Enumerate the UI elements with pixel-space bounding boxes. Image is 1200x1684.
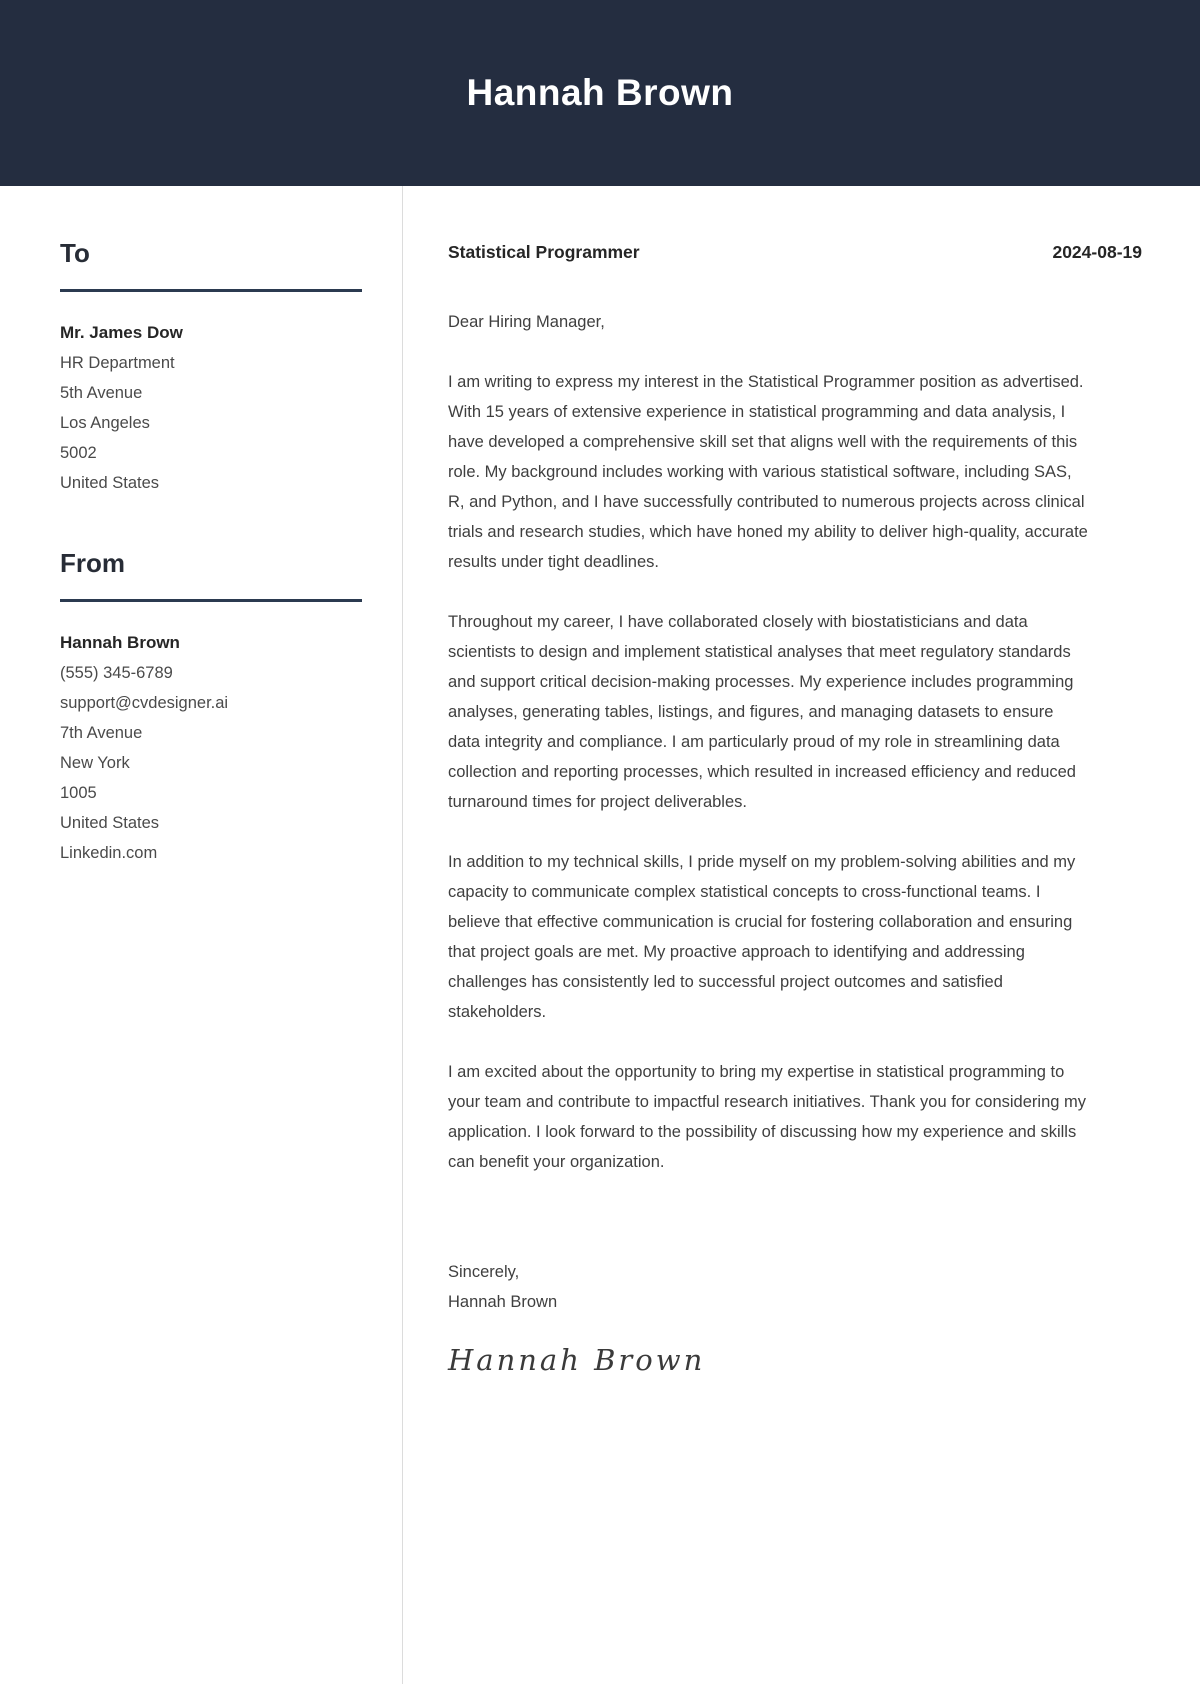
recipient-city: Los Angeles (60, 414, 150, 432)
sender-linkedin: Linkedin.com (60, 844, 158, 862)
signature-script: Hannah Brown (448, 1343, 706, 1377)
letter-paragraph-1: I am writing to express my interest in the Statistical Programmer position as advertised. With 15 years of extensive experience in statistical programming and data analysis, I have developed a comprehensive skill set that aligns well with the requirements of this role. My background includes working with various statistical software, including SAS, R, and Python, and I have successfully contributed to numerous projects across clinical trials and research studies, which have honed my ability to deliver high-quality, accurate results under tight deadlines. (448, 373, 1088, 571)
sender-country: United States (60, 814, 160, 832)
salutation: Dear Hiring Manager, (448, 313, 605, 331)
sender-street: 7th Avenue (60, 724, 143, 742)
sender-phone: (555) 345-6789 (60, 664, 173, 682)
recipient-street: 5th Avenue (60, 384, 143, 402)
recipient-name: Mr. James Dow (60, 323, 183, 342)
sender-postal-code: 1005 (60, 784, 97, 802)
from-heading-rule (60, 599, 362, 602)
sidebar (0, 186, 403, 1684)
sender-city: New York (60, 754, 130, 772)
letter-paragraph-4: I am excited about the opportunity to bring my expertise in statistical programming to your team and contribute to impactful research initiatives. Thank you for considering my application. I look forward to the possibility of discussing how my experience and skills can benefit your organization. (448, 1063, 1087, 1171)
recipient-postal-code: 5002 (60, 444, 97, 462)
from-heading: From (60, 548, 125, 578)
letter-paragraph-2: Throughout my career, I have collaborated closely with biostatisticians and data scientists to design and implement statistical analyses that meet regulatory standards and support critical decision-making processes. My experience includes programming analyses, generating tables, listings, and figures, and managing datasets to ensure data integrity and compliance. I am particularly proud of my role in streamlining data collection and reporting processes, which resulted in increased efficiency and reduced turnaround times for project deliverables. (448, 613, 1076, 811)
sender-contact-block (60, 628, 362, 868)
to-heading-rule (60, 289, 362, 292)
closing-salutation: Sincerely, (448, 1263, 520, 1281)
content-area (0, 186, 1200, 1684)
letter-paragraph-3: In addition to my technical skills, I pride myself on my problem-solving abilities and my capacity to communicate complex statistical concepts to cross-functional teams. I believe that effective communication is crucial for fostering collaboration and ensuring that project goals are met. My proactive approach to identifying and addressing challenges has consistently led to successful project outcomes and satisfied stakeholders. (448, 853, 1076, 1021)
closing-block (448, 1257, 1142, 1317)
sender-name: Hannah Brown (60, 633, 180, 652)
letter-body (403, 186, 1200, 1684)
recipient-contact-block (60, 318, 362, 498)
from-section (60, 548, 362, 868)
to-heading: To (60, 238, 90, 268)
letter-title-row (448, 242, 1142, 263)
closing-name: Hannah Brown (448, 1293, 558, 1311)
recipient-country: United States (60, 474, 160, 492)
recipient-department: HR Department (60, 354, 175, 372)
page-title: Hannah Brown (466, 72, 734, 113)
header-banner (0, 0, 1200, 186)
sender-email: support@cvdesigner.ai (60, 694, 229, 712)
job-title: Statistical Programmer (448, 242, 640, 262)
letter-date: 2024-08-19 (1052, 242, 1142, 262)
to-section (60, 238, 362, 498)
